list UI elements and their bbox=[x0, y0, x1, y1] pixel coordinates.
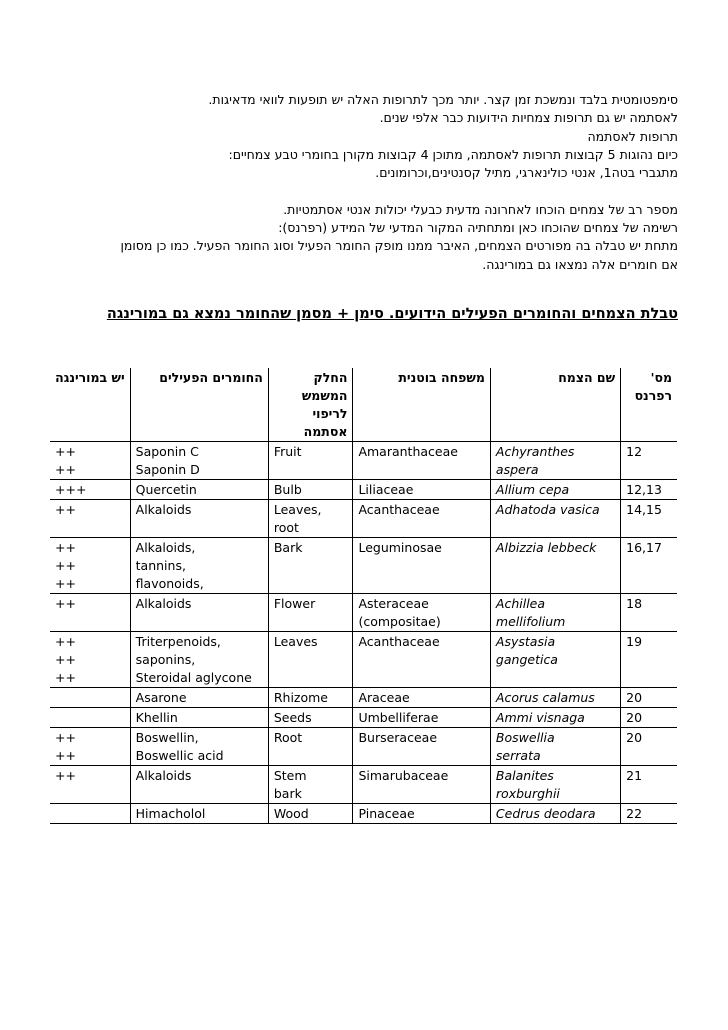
intro-line-7: רשימה של צמחים שהוכחו כאן ומתחתיה המקור המדעי של המידע (רפרנס): bbox=[278, 220, 678, 235]
cell-compounds-line: Quercetin bbox=[135, 482, 197, 497]
cell-compounds-line: Boswellin, bbox=[135, 730, 199, 745]
cell-part-line: Bark bbox=[273, 540, 303, 555]
intro-line-1: סימפטומטית בלבד ונמשכת זמן קצר. יותר מכך לתרופות האלה יש תופעות לוואי מדאיגות. bbox=[208, 92, 678, 107]
cell-part-line: Root bbox=[273, 730, 303, 745]
cell-family-line: Asteraceae bbox=[358, 596, 429, 611]
cell-family-line: Acanthaceae bbox=[358, 634, 440, 649]
table-row bbox=[50, 500, 677, 538]
table-row bbox=[50, 442, 677, 480]
cell-compounds-line: Alkaloids, bbox=[135, 540, 196, 555]
cell-family bbox=[353, 728, 490, 766]
table-header-row bbox=[50, 368, 677, 442]
cell-plant-line: gangetica bbox=[495, 652, 558, 667]
header-family: משפחה בוטנית bbox=[353, 368, 490, 442]
cell-plant-line: Ammi visnaga bbox=[495, 710, 585, 725]
table-row bbox=[50, 632, 677, 688]
cell-ref: 20 bbox=[621, 728, 677, 766]
cell-in-moringa bbox=[50, 442, 130, 480]
cell-plant bbox=[490, 688, 620, 708]
cell-compounds bbox=[130, 442, 268, 480]
table-row bbox=[50, 688, 677, 708]
table-body bbox=[50, 442, 677, 824]
cell-ref: 19 bbox=[621, 632, 677, 688]
cell-in-moringa bbox=[50, 594, 130, 632]
cell-compounds bbox=[130, 500, 268, 538]
cell-plant-line: Acorus calamus bbox=[495, 690, 595, 705]
cell-plant-line: Achyranthes bbox=[495, 444, 575, 459]
cell-in-moringa-line: ++ bbox=[55, 444, 76, 459]
cell-in-moringa-line: ++ bbox=[55, 748, 76, 763]
cell-ref: 21 bbox=[621, 766, 677, 804]
cell-part-line: Leaves, bbox=[273, 502, 322, 517]
cell-compounds-line: flavonoids, bbox=[135, 576, 204, 591]
cell-compounds-line: Himacholol bbox=[135, 806, 206, 821]
intro-line-8: מתחת יש טבלה בה מפורטים הצמחים, האיבר ממנו מופק החומר הפעיל וסוג החומר הפעיל. כמו כן מסומן bbox=[120, 238, 678, 253]
cell-in-moringa-line: ++ bbox=[55, 540, 76, 555]
cell-in-moringa-line: ++ bbox=[55, 462, 76, 477]
cell-family-line: Umbelliferae bbox=[358, 710, 439, 725]
cell-in-moringa bbox=[50, 766, 130, 804]
cell-plant-line: Cedrus deodara bbox=[495, 806, 596, 821]
cell-compounds-line: tannins, bbox=[135, 558, 186, 573]
cell-in-moringa-line: ++ bbox=[55, 576, 76, 591]
cell-plant-line: Adhatoda vasica bbox=[495, 502, 600, 517]
cell-plant bbox=[490, 594, 620, 632]
cell-family-line: Simarubaceae bbox=[358, 768, 449, 783]
cell-plant-line: Achillea bbox=[495, 596, 546, 611]
cell-plant bbox=[490, 500, 620, 538]
cell-compounds bbox=[130, 632, 268, 688]
cell-part-line: Seeds bbox=[273, 710, 312, 725]
cell-part bbox=[268, 688, 353, 708]
cell-in-moringa-line: +++ bbox=[55, 482, 87, 497]
cell-family bbox=[353, 594, 490, 632]
cell-family bbox=[353, 632, 490, 688]
cell-compounds bbox=[130, 708, 268, 728]
cell-in-moringa bbox=[50, 480, 130, 500]
cell-plant bbox=[490, 728, 620, 766]
cell-plant-line: Asystasia bbox=[495, 634, 556, 649]
cell-compounds-line: Steroidal aglycone bbox=[135, 670, 252, 685]
cell-part-line: Leaves bbox=[273, 634, 318, 649]
cell-family-line: Amaranthaceae bbox=[358, 444, 458, 459]
cell-in-moringa bbox=[50, 500, 130, 538]
cell-plant bbox=[490, 538, 620, 594]
cell-part-line: root bbox=[273, 520, 299, 535]
cell-plant bbox=[490, 480, 620, 500]
table-row bbox=[50, 538, 677, 594]
cell-part bbox=[268, 442, 353, 480]
cell-compounds bbox=[130, 594, 268, 632]
cell-in-moringa bbox=[50, 804, 130, 824]
cell-ref: 20 bbox=[621, 688, 677, 708]
cell-part bbox=[268, 632, 353, 688]
intro-line-3: תרופות לאסתמה bbox=[587, 129, 678, 144]
cell-in-moringa-line: ++ bbox=[55, 730, 76, 745]
cell-compounds-line: Triterpenoids, bbox=[135, 634, 221, 649]
cell-compounds bbox=[130, 804, 268, 824]
cell-part bbox=[268, 766, 353, 804]
cell-part-line: Bulb bbox=[273, 482, 302, 497]
cell-plant-line: serrata bbox=[495, 748, 541, 763]
cell-family bbox=[353, 538, 490, 594]
cell-family bbox=[353, 804, 490, 824]
cell-family bbox=[353, 442, 490, 480]
header-compounds: החומרים הפעילים bbox=[130, 368, 268, 442]
cell-plant-line: Balanites bbox=[495, 768, 554, 783]
cell-plant bbox=[490, 766, 620, 804]
cell-ref: 12 bbox=[621, 442, 677, 480]
cell-in-moringa bbox=[50, 688, 130, 708]
cell-compounds-line: Alkaloids bbox=[135, 596, 192, 611]
cell-in-moringa-line: ++ bbox=[55, 596, 76, 611]
cell-family bbox=[353, 480, 490, 500]
cell-part-line: Wood bbox=[273, 806, 309, 821]
cell-ref: 12,13 bbox=[621, 480, 677, 500]
table-heading: טבלת הצמחים והחומרים הפעילים הידועים. סימן + מסמן שהחומר נמצא גם במורינגה bbox=[106, 306, 678, 322]
cell-plant-line: mellifolium bbox=[495, 614, 566, 629]
cell-family bbox=[353, 500, 490, 538]
header-part: החלק המשמש לריפוי אסתמה bbox=[268, 368, 353, 442]
cell-in-moringa-line: ++ bbox=[55, 768, 76, 783]
cell-in-moringa bbox=[50, 708, 130, 728]
cell-family-line: Pinaceae bbox=[358, 806, 415, 821]
cell-part-line: Stem bbox=[273, 768, 307, 783]
cell-ref: 14,15 bbox=[621, 500, 677, 538]
cell-in-moringa-line: ++ bbox=[55, 558, 76, 573]
table-row bbox=[50, 594, 677, 632]
cell-family bbox=[353, 708, 490, 728]
cell-part bbox=[268, 728, 353, 766]
cell-part-line: Rhizome bbox=[273, 690, 329, 705]
cell-part bbox=[268, 804, 353, 824]
cell-plant-line: Boswellia bbox=[495, 730, 555, 745]
intro-line-5: מתגברי בטה1, אנטי כולינארגי, מתיל קסנטינים,וכרומונים. bbox=[375, 165, 678, 180]
cell-family bbox=[353, 766, 490, 804]
cell-in-moringa-line: ++ bbox=[55, 502, 76, 517]
cell-plant bbox=[490, 442, 620, 480]
intro-line-9: אם חומרים אלה נמצאו גם במורינגה. bbox=[482, 257, 678, 272]
header-plant: שם הצמח bbox=[490, 368, 620, 442]
cell-compounds-line: Saponin D bbox=[135, 462, 200, 477]
cell-compounds bbox=[130, 766, 268, 804]
cell-family-line: Araceae bbox=[358, 690, 410, 705]
table-row bbox=[50, 728, 677, 766]
plants-table bbox=[50, 368, 677, 824]
cell-ref: 22 bbox=[621, 804, 677, 824]
cell-ref: 16,17 bbox=[621, 538, 677, 594]
cell-compounds bbox=[130, 688, 268, 708]
cell-compounds-line: Alkaloids bbox=[135, 768, 192, 783]
cell-family-line: Burseraceae bbox=[358, 730, 438, 745]
cell-part-line: Fruit bbox=[273, 444, 302, 459]
cell-compounds bbox=[130, 728, 268, 766]
cell-family-line: Leguminosae bbox=[358, 540, 442, 555]
header-ref: מס' רפרנס bbox=[621, 368, 677, 442]
table-row bbox=[50, 480, 677, 500]
cell-compounds-line: Boswellic acid bbox=[135, 748, 224, 763]
intro-line-6: מספר רב של צמחים הוכחו לאחרונה מדעית כבעלי יכולות אנטי אסתמטיות. bbox=[283, 202, 678, 217]
cell-in-moringa bbox=[50, 538, 130, 594]
cell-part bbox=[268, 538, 353, 594]
cell-plant bbox=[490, 708, 620, 728]
cell-in-moringa-line: ++ bbox=[55, 652, 76, 667]
cell-plant-line: Allium cepa bbox=[495, 482, 570, 497]
cell-part bbox=[268, 594, 353, 632]
cell-plant-line: roxburghii bbox=[495, 786, 560, 801]
cell-part bbox=[268, 708, 353, 728]
cell-family-line: (compositae) bbox=[358, 614, 441, 629]
cell-in-moringa bbox=[50, 632, 130, 688]
cell-compounds bbox=[130, 538, 268, 594]
cell-part-line: bark bbox=[273, 786, 302, 801]
table-row bbox=[50, 804, 677, 824]
header-in-moringa: יש במורינגה bbox=[50, 368, 130, 442]
cell-in-moringa-line: ++ bbox=[55, 634, 76, 649]
cell-part bbox=[268, 500, 353, 538]
cell-plant bbox=[490, 632, 620, 688]
cell-plant bbox=[490, 804, 620, 824]
cell-compounds-line: Khellin bbox=[135, 710, 178, 725]
cell-plant-line: Albizzia lebbeck bbox=[495, 540, 597, 555]
intro-line-2: לאסתמה יש גם תרופות צמחיות הידועות כבר אלפי שנים. bbox=[379, 110, 678, 125]
cell-family-line: Acanthaceae bbox=[358, 502, 440, 517]
cell-compounds-line: Saponin C bbox=[135, 444, 199, 459]
cell-family bbox=[353, 688, 490, 708]
cell-compounds-line: saponins, bbox=[135, 652, 196, 667]
cell-part bbox=[268, 480, 353, 500]
cell-in-moringa bbox=[50, 728, 130, 766]
cell-part-line: Flower bbox=[273, 596, 316, 611]
cell-family-line: Liliaceae bbox=[358, 482, 414, 497]
cell-compounds-line: Alkaloids bbox=[135, 502, 192, 517]
intro-line-4: כיום נהוגות 5 קבוצות תרופות לאסתמה, מתוכן 4 קבוצות מקורן בחומרי טבע צמחיים: bbox=[228, 147, 678, 162]
cell-plant-line: aspera bbox=[495, 462, 539, 477]
cell-in-moringa-line: ++ bbox=[55, 670, 76, 685]
cell-ref: 18 bbox=[621, 594, 677, 632]
table-row bbox=[50, 708, 677, 728]
cell-compounds bbox=[130, 480, 268, 500]
table-row bbox=[50, 766, 677, 804]
cell-compounds-line: Asarone bbox=[135, 690, 187, 705]
cell-ref: 20 bbox=[621, 708, 677, 728]
